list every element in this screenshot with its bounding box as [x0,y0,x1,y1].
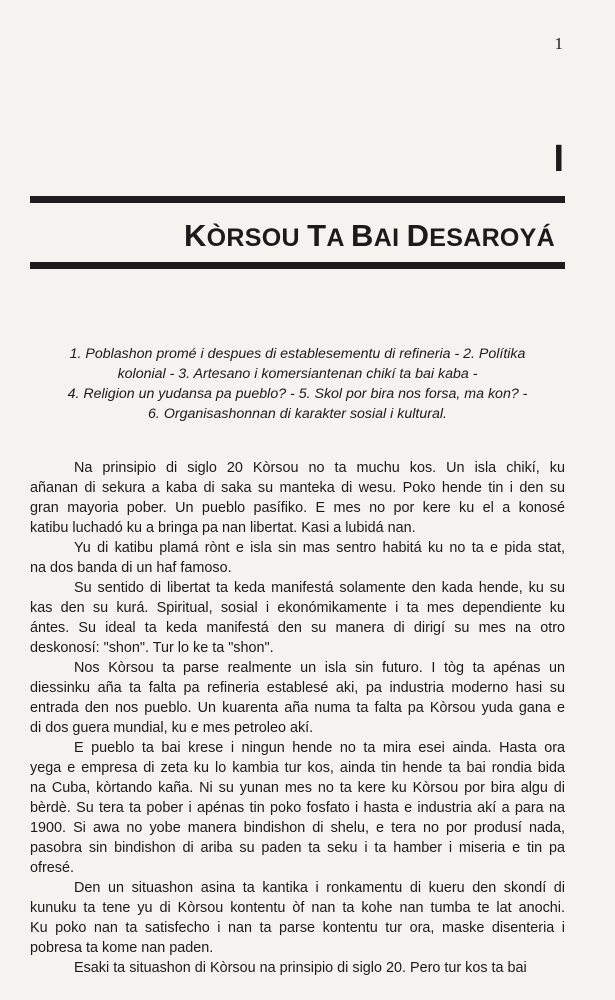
title-rule-bottom [30,262,565,269]
page-number: 1 [554,34,563,53]
body-line: yega e empresa di zeta ku lo kambia tur kos, ainda tin hende ta bai rondia bida [30,760,565,776]
body-line: Den un situashon asina ta kantika i ronkamentu di kueru den skondí di [74,880,565,896]
chapter-summary [30,344,565,424]
body-line: Nos Kòrsou ta parse realmente un isla sin futuro. I tòg ta apénas un [74,660,565,676]
body-line: di dos guera mundial, ku e mes petroleo akí. [30,720,314,736]
body-line: kas den su kurá. Spiritual, sosial i ekonómikamente i ta mes dependiente ku [30,600,565,616]
summary-line: kolonial - 3. Artesano i komersiantenan chikí ta bai kaba - [117,366,478,382]
body-line: katibu luchadó ku a bringa pa nan libertat. Kasi a lubidá nan. [30,520,416,536]
chapter-numeral: I [553,138,564,180]
body-line: deskonosí: "shon". Tur lo ke ta "shon". [30,640,274,656]
body-line: añanan di sekura a kaba di saka su manteka di wesu. Poko hende tin i den su [30,480,565,496]
body-line: na Cuba, kòrtando kaña. Ni su yunan mes no ta kere ku Kòrsou por bira algu di [30,780,565,796]
body-line: na dos banda di un haf famoso. [30,560,232,576]
body-line: 1900. Si awa no yobe manera bindishon di shelu, e tera no por produsí nada, [30,820,565,836]
body-line: ofresé. [30,860,74,876]
body-line: Na prinsipio di siglo 20 Kòrsou no ta muchu kos. Un isla chikí, ku [74,460,565,476]
chapter-title-text: KÒRSOU TA BAI DESAROYÁ [183,218,555,253]
body-line: E pueblo ta bai krese i ningun hende no ta mira esei ainda. Hasta ora [74,740,565,756]
body-line: pasobra sin bindishon di ariba su paden ta seku i ta hamber i miseria e tin pa [30,840,565,856]
summary-line: 1. Poblashon promé i despues di establesementu di refineria - 2. Polítika [69,346,526,362]
body-line: gran mayoria pober. Un pueblo pasífiko. E mes no por kere ku el a konosé [30,500,565,516]
body-line: bèrdè. Su tera ta pober i apénas tin poko fosfato i hasta e industria akí a para na [30,800,565,816]
title-rule-top [30,196,565,203]
body-text [30,458,565,978]
body-line: Su sentido di libertat ta keda manifestá solamente den kada hende, ku su [74,580,565,596]
body-line: Ku poko nan ta satisfecho i nan ta parse kontentu tur ora, maske disenteria i [30,920,565,936]
body-line: Esaki ta situashon di Kòrsou na prinsipio di siglo 20. Pero tur kos ta bai [74,960,527,976]
summary-line: 6. Organisashonnan di karakter sosial i kultural. [148,406,447,422]
body-line: ántes. Su ideal ta keda manifestá den su manera di dirigí su mes na otro [30,620,565,636]
body-line: pobresa ta kome nan paden. [30,940,214,956]
body-line: Yu di katibu plamá rònt e isla sin mas sentro habitá ku no ta e pida stat, [74,540,565,556]
summary-line: 4. Religion un yudansa pa pueblo? - 5. Skol por bira nos forsa, ma kon? - [67,386,528,402]
body-line: diessinku aña ta falta pa refineria establesé aki, pa industria moderno hasi su [30,680,565,696]
body-line: entrada den nos pueblo. Un kuarenta aña numa ta falta pa Kòrsou yuda gana e [30,700,565,716]
chapter-title [184,218,555,254]
body-line: kunuku ta tene yu di Kòrsou kontentu òf nan ta kohe nan tumba te lat anochi. [30,900,565,916]
